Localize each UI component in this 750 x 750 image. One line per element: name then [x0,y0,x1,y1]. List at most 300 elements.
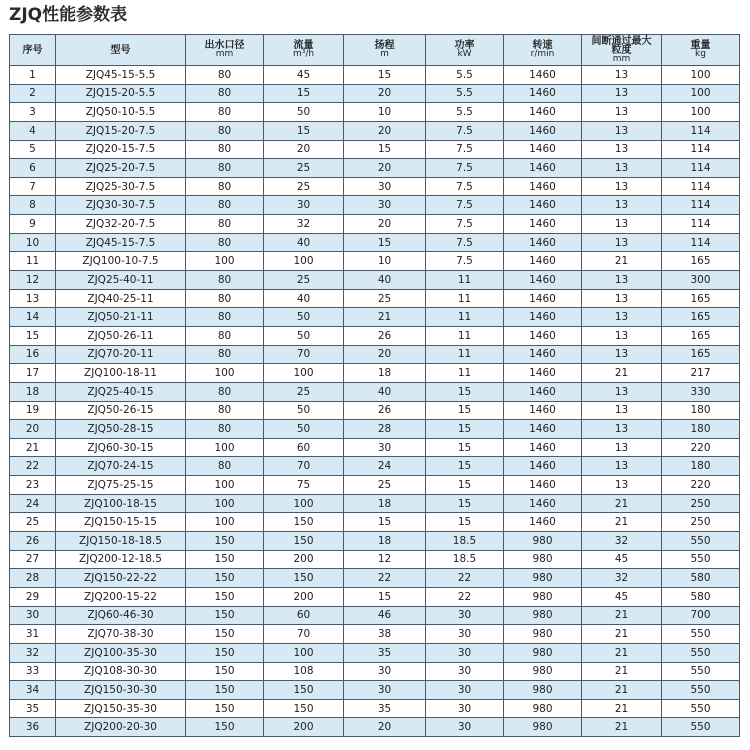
cell-outlet: 80 [186,177,264,196]
table-row [10,438,740,457]
header-no: 序号 [10,35,56,66]
cell-speed: 980 [504,625,582,644]
cell-power: 7.5 [426,159,504,178]
table-row [10,569,740,588]
cell-power: 30 [426,625,504,644]
cell-speed: 1460 [504,308,582,327]
cell-flow: 45 [264,66,344,85]
cell-weight: 114 [662,233,740,252]
cell-speed: 980 [504,606,582,625]
cell-speed: 980 [504,532,582,551]
cell-particle: 13 [582,401,662,420]
cell-power: 15 [426,513,504,532]
cell-power: 30 [426,643,504,662]
cell-weight: 114 [662,177,740,196]
cell-power: 7.5 [426,140,504,159]
cell-speed: 1460 [504,494,582,513]
cell-particle: 13 [582,196,662,215]
cell-particle: 13 [582,140,662,159]
table-row [10,625,740,644]
table-row [10,103,740,122]
cell-flow: 150 [264,681,344,700]
cell-flow: 25 [264,159,344,178]
cell-particle: 13 [582,457,662,476]
cell-head: 30 [344,438,426,457]
cell-power: 11 [426,364,504,383]
cell-power: 11 [426,345,504,364]
cell-outlet: 150 [186,718,264,737]
cell-outlet: 80 [186,326,264,345]
cell-no: 24 [10,494,56,513]
cell-power: 30 [426,699,504,718]
cell-weight: 550 [662,625,740,644]
cell-outlet: 80 [186,196,264,215]
cell-head: 15 [344,587,426,606]
cell-flow: 50 [264,326,344,345]
cell-no: 11 [10,252,56,271]
cell-speed: 1460 [504,420,582,439]
cell-speed: 1460 [504,66,582,85]
cell-speed: 1460 [504,438,582,457]
cell-flow: 50 [264,308,344,327]
cell-model: ZJQ25-40-15 [56,382,186,401]
header-speed: 转速 r/min [504,35,582,66]
cell-weight: 165 [662,289,740,308]
cell-particle: 21 [582,513,662,532]
cell-model: ZJQ32-20-7.5 [56,215,186,234]
cell-power: 5.5 [426,103,504,122]
cell-no: 8 [10,196,56,215]
cell-particle: 21 [582,699,662,718]
cell-power: 30 [426,606,504,625]
cell-particle: 21 [582,494,662,513]
table-row [10,177,740,196]
cell-weight: 180 [662,457,740,476]
cell-speed: 980 [504,718,582,737]
table-row [10,681,740,700]
cell-head: 20 [344,345,426,364]
cell-flow: 40 [264,289,344,308]
cell-particle: 13 [582,476,662,495]
cell-outlet: 80 [186,289,264,308]
cell-outlet: 150 [186,532,264,551]
cell-flow: 70 [264,457,344,476]
cell-head: 15 [344,233,426,252]
cell-weight: 114 [662,215,740,234]
cell-outlet: 150 [186,681,264,700]
cell-particle: 13 [582,103,662,122]
cell-power: 15 [426,457,504,476]
cell-head: 30 [344,681,426,700]
cell-power: 15 [426,438,504,457]
cell-power: 7.5 [426,215,504,234]
cell-speed: 1460 [504,215,582,234]
cell-weight: 700 [662,606,740,625]
cell-weight: 114 [662,159,740,178]
cell-speed: 1460 [504,233,582,252]
table-row [10,252,740,271]
cell-weight: 550 [662,643,740,662]
cell-power: 5.5 [426,66,504,85]
cell-flow: 60 [264,606,344,625]
cell-head: 26 [344,401,426,420]
performance-table [9,34,740,737]
cell-no: 23 [10,476,56,495]
cell-head: 24 [344,457,426,476]
page-title: ZJQ性能参数表 [9,5,128,25]
cell-weight: 580 [662,569,740,588]
cell-no: 14 [10,308,56,327]
cell-speed: 980 [504,569,582,588]
cell-model: ZJQ20-15-7.5 [56,140,186,159]
cell-outlet: 150 [186,643,264,662]
cell-flow: 50 [264,420,344,439]
cell-speed: 1460 [504,401,582,420]
cell-particle: 13 [582,233,662,252]
cell-model: ZJQ15-20-7.5 [56,121,186,140]
table-row [10,308,740,327]
cell-no: 25 [10,513,56,532]
cell-head: 10 [344,103,426,122]
cell-particle: 21 [582,625,662,644]
header-power: 功率 kW [426,35,504,66]
cell-particle: 13 [582,177,662,196]
table-row [10,457,740,476]
cell-no: 30 [10,606,56,625]
table-row [10,196,740,215]
header-flow: 流量 m³/h [264,35,344,66]
cell-flow: 30 [264,196,344,215]
cell-model: ZJQ100-18-15 [56,494,186,513]
header-head: 扬程 m [344,35,426,66]
cell-head: 18 [344,494,426,513]
cell-head: 10 [344,252,426,271]
cell-particle: 21 [582,606,662,625]
cell-speed: 1460 [504,289,582,308]
cell-speed: 1460 [504,177,582,196]
cell-flow: 100 [264,252,344,271]
cell-model: ZJQ15-20-5.5 [56,84,186,103]
cell-particle: 13 [582,289,662,308]
cell-no: 4 [10,121,56,140]
cell-particle: 21 [582,718,662,737]
cell-weight: 220 [662,476,740,495]
cell-particle: 13 [582,326,662,345]
cell-outlet: 100 [186,438,264,457]
cell-power: 15 [426,420,504,439]
cell-head: 40 [344,382,426,401]
cell-outlet: 100 [186,513,264,532]
cell-model: ZJQ50-26-15 [56,401,186,420]
cell-outlet: 150 [186,606,264,625]
cell-no: 19 [10,401,56,420]
cell-head: 35 [344,643,426,662]
cell-head: 18 [344,532,426,551]
cell-power: 7.5 [426,233,504,252]
cell-outlet: 100 [186,364,264,383]
cell-outlet: 150 [186,662,264,681]
cell-particle: 13 [582,382,662,401]
cell-outlet: 80 [186,103,264,122]
table-row [10,326,740,345]
cell-head: 46 [344,606,426,625]
cell-head: 12 [344,550,426,569]
cell-model: ZJQ50-28-15 [56,420,186,439]
cell-head: 20 [344,159,426,178]
cell-outlet: 80 [186,84,264,103]
cell-head: 30 [344,196,426,215]
cell-head: 20 [344,718,426,737]
cell-head: 20 [344,84,426,103]
cell-flow: 70 [264,345,344,364]
table-row [10,84,740,103]
cell-no: 12 [10,271,56,290]
cell-particle: 45 [582,550,662,569]
cell-flow: 150 [264,532,344,551]
cell-flow: 32 [264,215,344,234]
cell-weight: 114 [662,196,740,215]
cell-weight: 300 [662,271,740,290]
cell-weight: 165 [662,252,740,271]
cell-particle: 13 [582,271,662,290]
cell-speed: 1460 [504,121,582,140]
cell-outlet: 150 [186,587,264,606]
cell-outlet: 80 [186,382,264,401]
cell-no: 7 [10,177,56,196]
cell-flow: 50 [264,103,344,122]
cell-model: ZJQ50-10-5.5 [56,103,186,122]
cell-head: 25 [344,289,426,308]
cell-no: 10 [10,233,56,252]
cell-speed: 1460 [504,196,582,215]
cell-head: 28 [344,420,426,439]
cell-particle: 32 [582,569,662,588]
cell-particle: 13 [582,121,662,140]
table-row [10,401,740,420]
cell-speed: 980 [504,662,582,681]
cell-model: ZJQ200-15-22 [56,587,186,606]
table-row [10,587,740,606]
cell-weight: 550 [662,550,740,569]
cell-weight: 217 [662,364,740,383]
cell-weight: 165 [662,308,740,327]
cell-model: ZJQ150-22-22 [56,569,186,588]
header-weight: 重量 kg [662,35,740,66]
cell-no: 17 [10,364,56,383]
cell-head: 30 [344,177,426,196]
cell-head: 18 [344,364,426,383]
cell-weight: 550 [662,662,740,681]
cell-weight: 114 [662,121,740,140]
table-row [10,420,740,439]
cell-head: 38 [344,625,426,644]
cell-model: ZJQ150-30-30 [56,681,186,700]
cell-speed: 980 [504,699,582,718]
cell-model: ZJQ45-15-7.5 [56,233,186,252]
table-header-row [10,35,740,66]
cell-particle: 21 [582,643,662,662]
cell-no: 33 [10,662,56,681]
cell-power: 11 [426,326,504,345]
cell-head: 35 [344,699,426,718]
cell-flow: 70 [264,625,344,644]
table-row [10,606,740,625]
cell-model: ZJQ60-30-15 [56,438,186,457]
cell-outlet: 150 [186,569,264,588]
cell-flow: 60 [264,438,344,457]
cell-model: ZJQ25-20-7.5 [56,159,186,178]
cell-outlet: 80 [186,420,264,439]
cell-weight: 550 [662,681,740,700]
cell-flow: 150 [264,699,344,718]
cell-outlet: 80 [186,457,264,476]
cell-outlet: 80 [186,345,264,364]
cell-model: ZJQ25-40-11 [56,271,186,290]
cell-power: 15 [426,494,504,513]
table-row [10,233,740,252]
cell-particle: 13 [582,215,662,234]
cell-speed: 1460 [504,103,582,122]
cell-outlet: 80 [186,66,264,85]
cell-model: ZJQ50-21-11 [56,308,186,327]
cell-particle: 21 [582,662,662,681]
cell-no: 18 [10,382,56,401]
cell-weight: 550 [662,699,740,718]
cell-power: 7.5 [426,121,504,140]
table-row [10,476,740,495]
cell-weight: 550 [662,718,740,737]
table-row [10,718,740,737]
cell-model: ZJQ75-25-15 [56,476,186,495]
cell-model: ZJQ40-25-11 [56,289,186,308]
cell-power: 5.5 [426,84,504,103]
table-row [10,550,740,569]
cell-model: ZJQ50-26-11 [56,326,186,345]
cell-no: 35 [10,699,56,718]
cell-weight: 330 [662,382,740,401]
cell-model: ZJQ25-30-7.5 [56,177,186,196]
cell-flow: 15 [264,84,344,103]
table-row [10,159,740,178]
cell-power: 7.5 [426,177,504,196]
cell-model: ZJQ200-20-30 [56,718,186,737]
cell-particle: 13 [582,345,662,364]
table-row [10,215,740,234]
cell-flow: 150 [264,513,344,532]
cell-model: ZJQ150-18-18.5 [56,532,186,551]
cell-model: ZJQ100-10-7.5 [56,252,186,271]
cell-head: 22 [344,569,426,588]
cell-head: 20 [344,215,426,234]
cell-no: 26 [10,532,56,551]
cell-speed: 1460 [504,159,582,178]
cell-no: 2 [10,84,56,103]
cell-speed: 1460 [504,476,582,495]
cell-model: ZJQ100-35-30 [56,643,186,662]
cell-no: 20 [10,420,56,439]
cell-head: 20 [344,121,426,140]
cell-power: 15 [426,382,504,401]
table-row [10,382,740,401]
cell-power: 30 [426,718,504,737]
cell-flow: 100 [264,643,344,662]
cell-flow: 75 [264,476,344,495]
cell-outlet: 80 [186,233,264,252]
cell-no: 36 [10,718,56,737]
cell-model: ZJQ150-35-30 [56,699,186,718]
cell-head: 40 [344,271,426,290]
cell-model: ZJQ100-18-11 [56,364,186,383]
header-model: 型号 [56,35,186,66]
cell-model: ZJQ150-15-15 [56,513,186,532]
cell-particle: 13 [582,66,662,85]
cell-head: 15 [344,513,426,532]
cell-power: 18.5 [426,532,504,551]
cell-model: ZJQ60-46-30 [56,606,186,625]
cell-no: 9 [10,215,56,234]
cell-no: 16 [10,345,56,364]
cell-flow: 20 [264,140,344,159]
cell-weight: 114 [662,140,740,159]
cell-speed: 1460 [504,326,582,345]
cell-model: ZJQ70-24-15 [56,457,186,476]
cell-no: 27 [10,550,56,569]
cell-model: ZJQ70-20-11 [56,345,186,364]
cell-speed: 1460 [504,513,582,532]
cell-power: 22 [426,587,504,606]
cell-flow: 50 [264,401,344,420]
cell-power: 15 [426,476,504,495]
cell-outlet: 100 [186,476,264,495]
cell-no: 15 [10,326,56,345]
cell-head: 21 [344,308,426,327]
cell-speed: 980 [504,550,582,569]
cell-no: 6 [10,159,56,178]
cell-speed: 1460 [504,252,582,271]
cell-outlet: 80 [186,159,264,178]
cell-flow: 100 [264,364,344,383]
cell-model: ZJQ45-15-5.5 [56,66,186,85]
cell-flow: 200 [264,718,344,737]
table-row [10,494,740,513]
cell-weight: 550 [662,532,740,551]
cell-model: ZJQ200-12-18.5 [56,550,186,569]
table-row [10,289,740,308]
cell-outlet: 80 [186,121,264,140]
cell-weight: 100 [662,103,740,122]
cell-power: 7.5 [426,252,504,271]
cell-model: ZJQ108-30-30 [56,662,186,681]
cell-speed: 1460 [504,140,582,159]
cell-weight: 250 [662,494,740,513]
cell-head: 15 [344,66,426,85]
cell-weight: 180 [662,420,740,439]
cell-flow: 15 [264,121,344,140]
cell-particle: 45 [582,587,662,606]
cell-power: 22 [426,569,504,588]
cell-speed: 980 [504,643,582,662]
cell-flow: 25 [264,177,344,196]
cell-speed: 1460 [504,84,582,103]
table-row [10,364,740,383]
cell-particle: 13 [582,84,662,103]
cell-no: 13 [10,289,56,308]
cell-speed: 980 [504,587,582,606]
cell-outlet: 150 [186,699,264,718]
cell-weight: 100 [662,84,740,103]
cell-weight: 165 [662,345,740,364]
header-outlet-diameter: 出水口径 mm [186,35,264,66]
